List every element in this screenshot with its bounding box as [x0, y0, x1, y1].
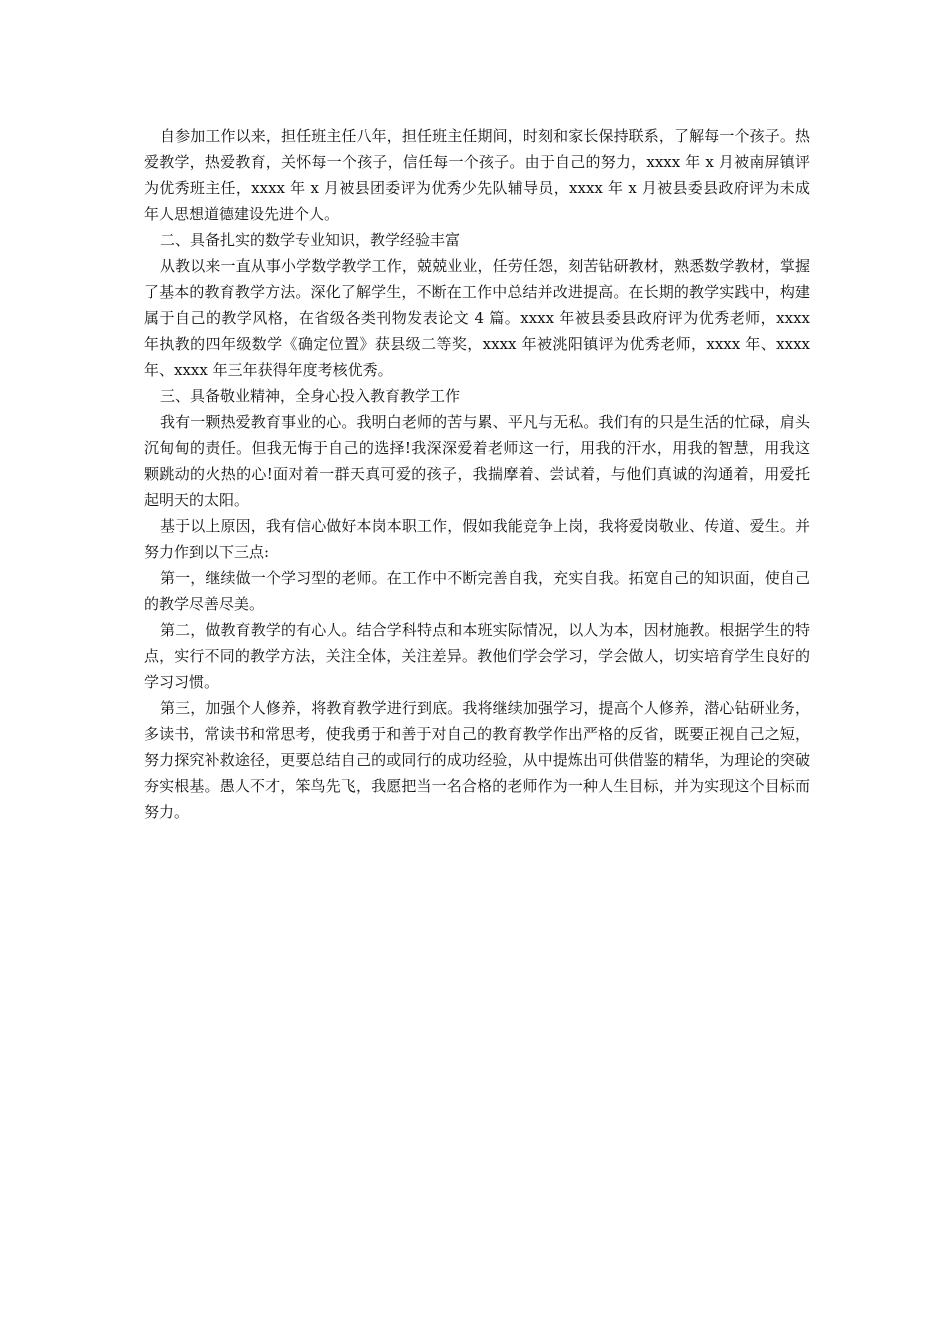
- paragraph-commitment: 基于以上原因，我有信心做好本岗本职工作，假如我能竞争上岗，我将爱岗敬业、传道、爱生。并努力作到以下三点:: [144, 517, 810, 561]
- paragraph-point-2: 第二，做教育教学的有心人。结合学科特点和本班实际情况，以人为本，因材施教。根据学生的特点，实行不同的教学方法，关注全体，关注差异。教他们学会学习，学会做人，切实培育学生良好的学习习惯。: [144, 621, 810, 691]
- paragraph-math-knowledge: 从教以来一直从事小学数学教学工作，兢兢业业，任劳任怨，刻苦钻研教材，熟悉数学教材，掌握了基本的教育教学方法。深化了解学生，不断在工作中总结并改进提高。在长期的教学实践中，构建属于自己的教学风格，在省级各类刊物发表论文 4 篇。xxxx 年被县委县政府评为优秀老师，xxxx 年执教的四年级数学《确定位置》获县级二等奖，xxxx 年被洮阳镇评为优秀老师，xxxx 年、xxxx 年、xxxx 年三年获得年度考核优秀。: [144, 257, 810, 379]
- paragraph-intro: 自参加工作以来，担任班主任八年，担任班主任期间，时刻和家长保持联系，了解每一个孩子。热爱教学，热爱教育，关怀每一个孩子，信任每一个孩子。由于自己的努力，xxxx 年 x 月被南屏镇评为优秀班主任，xxxx 年 x 月被县团委评为优秀少先队辅导员，xxxx 年 x 月被县委县政府评为未成年人思想道德建设先进个人。: [144, 127, 810, 223]
- document-body: [144, 123, 810, 825]
- paragraph-point-3: 第三，加强个人修养，将教育教学进行到底。我将继续加强学习，提高个人修养，潜心钻研业务，多读书，常读书和常思考，使我勇于和善于对自己的教育教学作出严格的反省，既要正视自己之短，努力探究补救途径，更要总结自己的或同行的成功经验，从中提炼出可供借鉴的精华，为理论的突破夯实根基。愚人不才，笨鸟先飞，我愿把当一名合格的老师作为一种人生目标，并为实现这个目标而努力。: [144, 699, 810, 821]
- section-heading-3: 三、具备敬业精神，全身心投入教育教学工作: [160, 387, 461, 405]
- paragraph-point-1: 第一，继续做一个学习型的老师。在工作中不断完善自我，充实自我。拓宽自己的知识面，使自己的教学尽善尽美。: [144, 569, 810, 613]
- paragraph-dedication: 我有一颗热爱教育事业的心。我明白老师的苦与累、平凡与无私。我们有的只是生活的忙碌，肩头沉甸甸的责任。但我无悔于自己的选择!我深深爱着老师这一行，用我的汗水，用我的智慧，用我这颗跳动的火热的心!面对着一群天真可爱的孩子，我揣摩着、尝试着，与他们真诚的沟通着，用爱托起明天的太阳。: [144, 413, 810, 509]
- section-heading-2: 二、具备扎实的数学专业知识，教学经验丰富: [160, 231, 461, 249]
